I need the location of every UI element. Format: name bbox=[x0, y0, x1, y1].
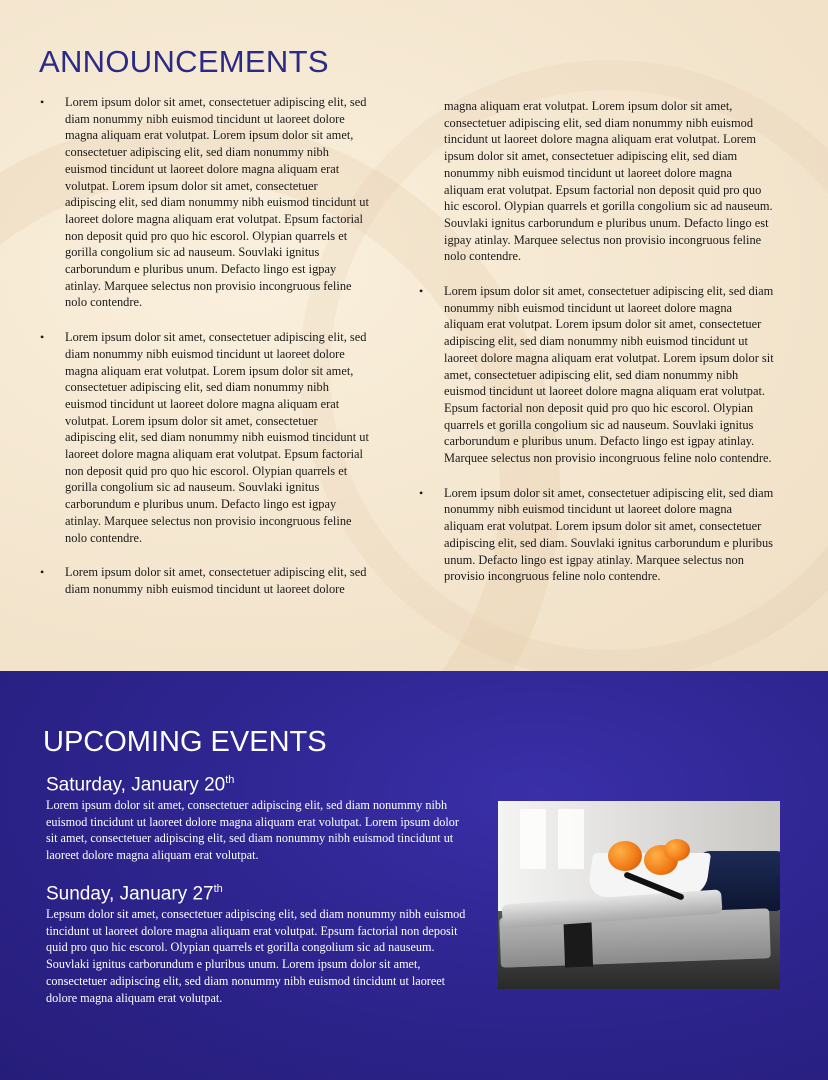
bullet-icon: • bbox=[419, 485, 424, 500]
orange-icon bbox=[608, 841, 642, 871]
announcement-text: Lorem ipsum dolor sit amet, consectetuer adipiscing elit, sed diam nonummy nibh euismod tincidunt ut laoreet dolore bbox=[65, 565, 367, 596]
event-date bbox=[46, 883, 223, 905]
photo-window bbox=[558, 809, 584, 869]
announcements-heading: ANNOUNCEMENTS bbox=[39, 44, 329, 79]
announcement-item bbox=[419, 485, 775, 585]
orange-icon bbox=[664, 839, 690, 861]
bullet-icon: • bbox=[40, 565, 45, 580]
bullet-icon: • bbox=[40, 95, 45, 109]
desk-photo bbox=[498, 801, 780, 989]
announcement-text: magna aliquam erat volutpat. Lorem ipsum dolor sit amet, consectetuer adipiscing elit, sed diam nonummy nibh euismod tincidunt ut laoreet dolore magna aliquam erat volutpat. Lorem ipsum dolor sit amet, consectetuer adipiscing elit, sed diam nonummy nibh euismod tincidunt ut laoreet dolore magna aliquam erat volutpat. Epsum factorial non deposit quid pro quo hic escorol. Olypian quarrels et gorilla congolium sic ad nauseum. Souvlaki ignitus carborundum e pluribus unum. Defacto lingo est igpay atinlay. Marquee selectus non provisio incongruous feline nolo contendre. bbox=[444, 99, 773, 264]
announcements-right-column bbox=[419, 98, 775, 603]
announcement-item bbox=[419, 283, 775, 467]
bullet-icon: • bbox=[419, 284, 424, 299]
photo-window bbox=[520, 809, 546, 869]
event-date bbox=[46, 774, 234, 796]
event-date-label: Sunday, January 27 bbox=[46, 883, 214, 905]
announcement-text: Lorem ipsum dolor sit amet, consectetuer adipiscing elit, sed diam nonummy nibh euismod tincidunt ut laoreet dolore magna aliquam erat volutpat. Lorem ipsum dolor sit amet, consectetuer adipiscing elit, sed diam nonummy nibh euismod tincidunt ut laoreet dolore magna aliquam erat volutpat. Lorem ipsum dolor sit amet, consectetuer adipiscing elit, sed diam nonummy nibh euismod tincidunt ut laoreet dolore magna aliquam erat volutpat. Epsum factorial non deposit quid pro quo hic escorol. Olypian quarrels et gorilla congolium sic ad nauseum. Souvlaki ignitus carborundum e pluribus unum. Defacto lingo est igpay atinlay. Marquee selectus non provisio incongruous feline nolo contendre. bbox=[65, 330, 369, 545]
announcement-item bbox=[40, 564, 370, 597]
announcement-text: Lorem ipsum dolor sit amet, consectetuer adipiscing elit, sed diam nonummy nibh euismod tincidunt ut laoreet dolore magna aliquam erat volutpat. Lorem ipsum dolor sit amet, consectetuer adipiscing elit, sed diam. Souvlaki ignitus carborundum e pluribus unum. Defacto lingo est igpay atinlay. Marquee selectus non provisio incongruous feline nolo contendre. bbox=[444, 485, 774, 584]
upcoming-events-heading: UPCOMING EVENTS bbox=[43, 726, 327, 758]
announcement-text: Lorem ipsum dolor sit amet, consectetuer adipiscing elit, sed diam nonummy nibh euismod tincidunt ut laoreet dolore magna aliquam erat volutpat. Lorem ipsum dolor sit amet, consectetuer adipiscing elit, sed diam nonummy nibh euismod tincidunt ut laoreet dolore magna aliquam erat volutpat. Lorem ipsum dolor sit amet, consectetuer adipiscing elit, sed diam nonummy nibh euismod tincidunt ut laoreet dolore magna aliquam erat volutpat. Epsum factorial non deposit quid pro quo hic escorol. Olypian quarrels et gorilla congolium sic ad nauseum. Souvlaki ignitus carborundum e pluribus unum. Defacto lingo est igpay atinlay. Marquee selectus non provisio incongruous feline nolo contendre. bbox=[444, 284, 774, 466]
upcoming-events-section bbox=[0, 671, 828, 1080]
event-date-label: Saturday, January 20 bbox=[46, 774, 226, 796]
event-date-suffix: th bbox=[225, 774, 235, 786]
announcements-left-column bbox=[40, 94, 370, 616]
event-date-suffix: th bbox=[213, 883, 223, 895]
announcement-item bbox=[40, 329, 370, 546]
announcement-text: Lorem ipsum dolor sit amet, consectetuer adipiscing elit, sed diam nonummy nibh euismod tincidunt ut laoreet dolore magna aliquam erat volutpat. Lorem ipsum dolor sit amet, consectetuer adipiscing elit, sed diam nonummy nibh euismod tincidunt ut laoreet dolore magna aliquam erat volutpat. Lorem ipsum dolor sit amet, consectetuer adipiscing elit, sed diam nonummy nibh euismod tincidunt ut laoreet dolore magna aliquam erat volutpat. Epsum factorial non deposit quid pro quo hic escorol. Olypian quarrels et gorilla congolium sic ad nauseum. Souvlaki ignitus carborundum e pluribus unum. Defacto lingo est igpay atinlay. Marquee selectus non provisio incongruous feline nolo contendre. bbox=[65, 95, 369, 310]
announcement-item-continued bbox=[419, 98, 775, 265]
event-description: Lepsum dolor sit amet, consectetuer adipiscing elit, sed diam nonummy nibh euismod tincidunt ut laoreet dolore magna aliquam erat volutpat. Epsum factorial non deposit quid pro quo hic escorol. Olypian quarrels et gorilla congolium sic ad nauseum. Souvlaki ignitus carborundum e pluribus unum. Lorem ipsum dolor sit amet, consectetuer adipiscing elit, sed diam nonummy nibh euismod tincidunt ut laoreet dolore magna aliquam erat volutpat. bbox=[46, 907, 466, 1005]
bullet-icon: • bbox=[40, 330, 45, 345]
announcement-item bbox=[40, 94, 370, 311]
event-description: Lorem ipsum dolor sit amet, consectetuer adipiscing elit, sed diam nonummy nibh euismod tincidunt ut laoreet dolore magna aliquam erat volutpat. Lorem ipsum dolor sit amet, consectetuer adipiscing elit, sed diam nonummy nibh euismod tincidunt ut laoreet dolore magna aliquam erat volutpat. bbox=[46, 798, 459, 863]
